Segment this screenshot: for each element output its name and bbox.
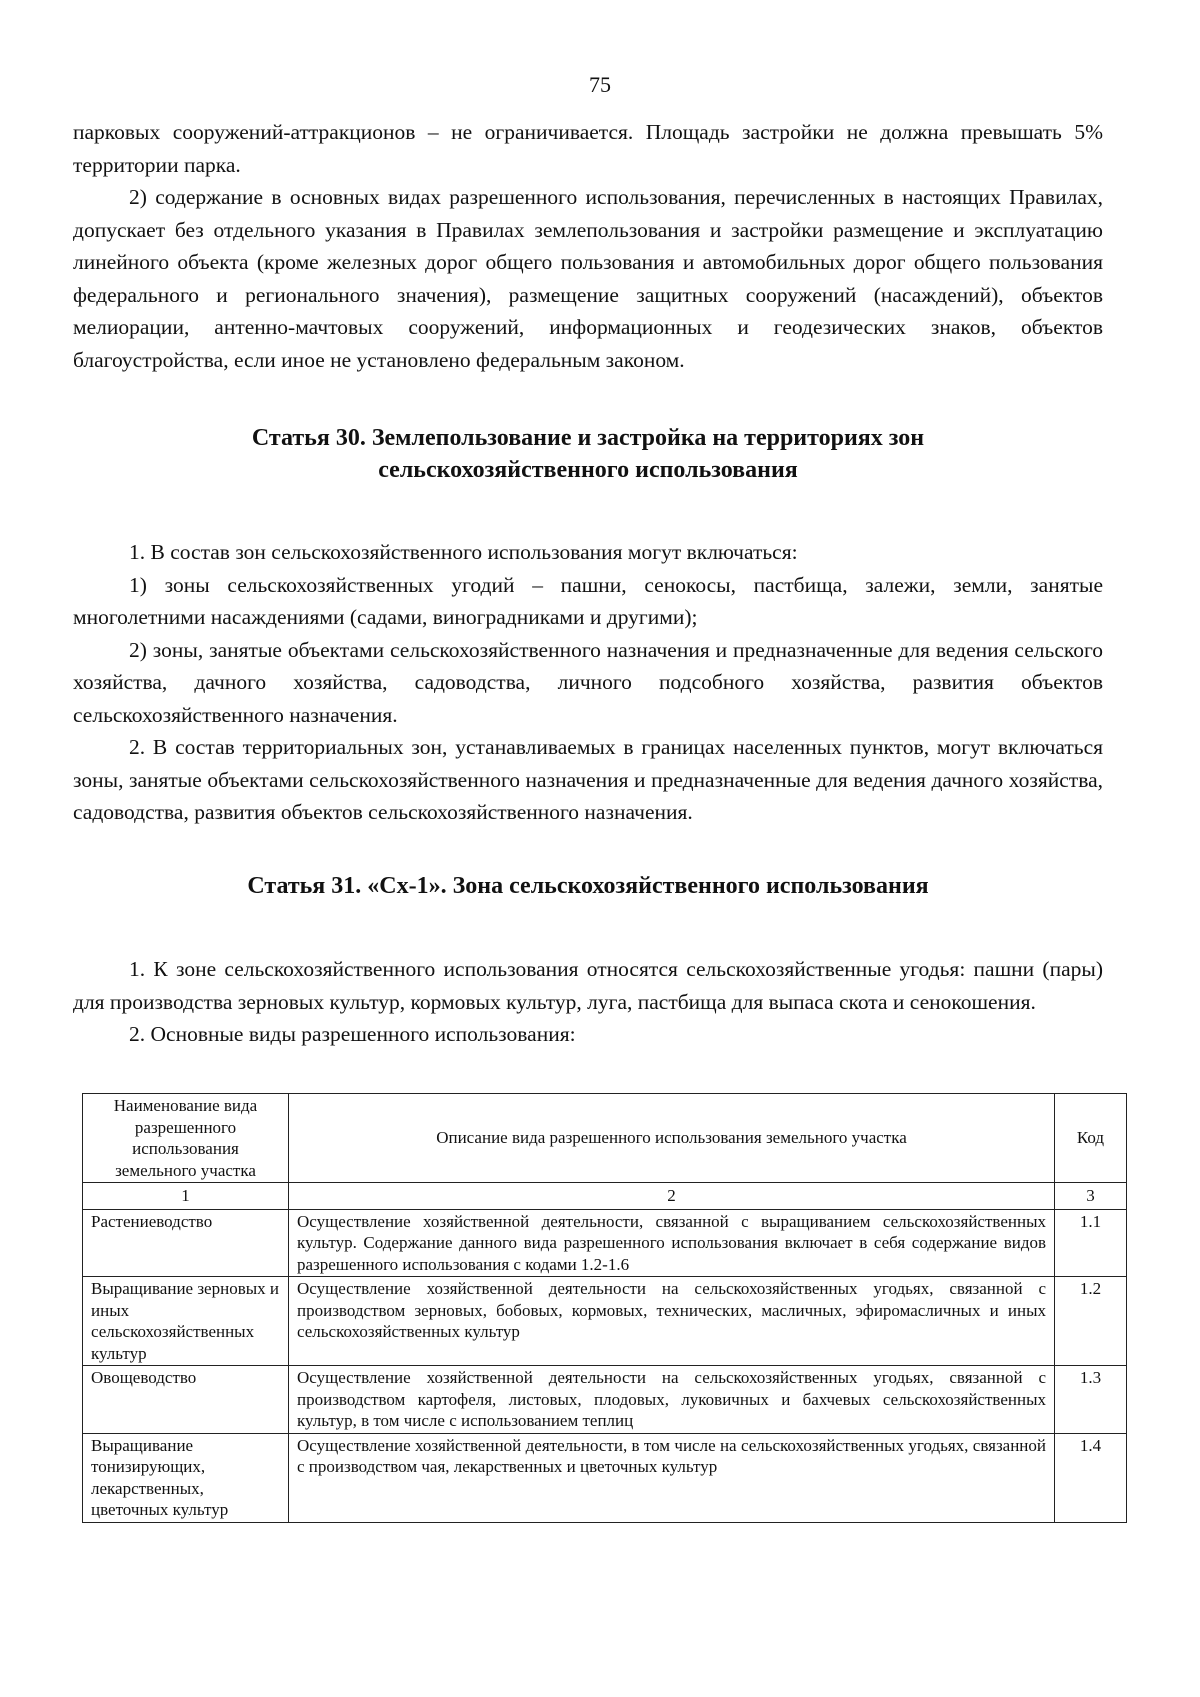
header-name: Наименование вида разрешенного использования земельного участка bbox=[83, 1094, 289, 1183]
row-code: 1.1 bbox=[1055, 1209, 1127, 1277]
row-description: Осуществление хозяйственной деятельности, в том числе на сельскохозяйственных угодьях, связанной с производством чая, лекарственных и цветочных культур bbox=[289, 1433, 1055, 1522]
article-31-body bbox=[73, 953, 1103, 1051]
row-name: Выращивание тонизирующих, лекарственных, цветочных культур bbox=[83, 1433, 289, 1522]
article-30-paragraph-1: 1. В состав зон сельскохозяйственного использования могут включаться: bbox=[129, 540, 798, 564]
intro-section bbox=[73, 116, 1103, 376]
row-name: Растениеводство bbox=[83, 1209, 289, 1277]
article-30-paragraph-4: 2. В состав территориальных зон, устанавливаемых в границах населенных пунктов, могут включаться зоны, занятые объектами сельскохозяйственного назначения и предназначенные для ведения дачного хозяйства, садоводства, развития объектов сельскохозяйственного назначения. bbox=[73, 735, 1103, 824]
row-name: Выращивание зерновых и иных сельскохозяйственных культур bbox=[83, 1277, 289, 1366]
row-description: Осуществление хозяйственной деятельности, связанной с выращиванием сельскохозяйственных культур. Содержание данного вида разрешенного использования включает в себя содержание видов разрешенного использования с кодами 1.2-1.6 bbox=[289, 1209, 1055, 1277]
table-row bbox=[83, 1433, 1127, 1522]
column-number-2: 2 bbox=[289, 1183, 1055, 1210]
row-code: 1.2 bbox=[1055, 1277, 1127, 1366]
permitted-use-table bbox=[82, 1093, 1127, 1523]
article-30-paragraph-3: 2) зоны, занятые объектами сельскохозяйственного назначения и предназначенные для ведения сельского хозяйства, дачного хозяйства, садоводства, личного подсобного хозяйства, развития объектов сельскохозяйственного назначения. bbox=[73, 637, 1103, 727]
article-30-body bbox=[73, 536, 1103, 829]
header-code: Код bbox=[1055, 1094, 1127, 1183]
article-30-title-line-1: Статья 30. Землепользование и застройка на территориях зон bbox=[251, 425, 925, 451]
intro-paragraph-2: 2) содержание в основных видах разрешенного использования, перечисленных в настоящих Правилах, допускает без отдельного указания в Правилах землепользования и застройки размещение и эксплуатацию линейного объекта (кроме железных дорог общего пользования и автомобильных дорог общего пользования федерального и регионального значения), размещение защитных сооружений (насаждений), объектов мелиорации, антенно-мачтовых сооружений, информационных и геодезических знаков, объектов благоустройства, если иное не установлено федеральным законом. bbox=[73, 185, 1103, 372]
table-column-numbers-row bbox=[83, 1183, 1127, 1210]
intro-paragraph-1: парковых сооружений-аттракционов – не ограничивается. Площадь застройки не должна превышать 5% территории парка. bbox=[73, 120, 1103, 177]
row-description: Осуществление хозяйственной деятельности на сельскохозяйственных угодьях, связанной с производством зерновых, бобовых, кормовых, технических, масличных, эфиромасличных и иных сельскохозяйственных культур bbox=[289, 1277, 1055, 1366]
row-code: 1.4 bbox=[1055, 1433, 1127, 1522]
page-number: 75 bbox=[589, 72, 611, 97]
table-header-row bbox=[83, 1094, 1127, 1183]
table-row bbox=[83, 1277, 1127, 1366]
article-30-paragraph-2: 1) зоны сельскохозяйственных угодий – пашни, сенокосы, пастбища, залежи, земли, занятые многолетними насаждениями (садами, виноградниками и другими); bbox=[73, 572, 1103, 629]
row-description: Осуществление хозяйственной деятельности на сельскохозяйственных угодьях, связанной с производством картофеля, листовых, плодовых, луковичных и бахчевых сельскохозяйственных культур, в том числе с использованием теплиц bbox=[289, 1366, 1055, 1434]
article-31-paragraph-2: 2. Основные виды разрешенного использования: bbox=[129, 1022, 576, 1046]
header-description: Описание вида разрешенного использования земельного участка bbox=[289, 1094, 1055, 1183]
table-row bbox=[83, 1209, 1127, 1277]
column-number-3: 3 bbox=[1055, 1183, 1127, 1210]
column-number-1: 1 bbox=[83, 1183, 289, 1210]
row-code: 1.3 bbox=[1055, 1366, 1127, 1434]
table-row bbox=[83, 1366, 1127, 1434]
article-30-title-line-2: сельскохозяйственного использования bbox=[378, 457, 798, 483]
article-31-title: Статья 31. «Сх-1». Зона сельскохозяйственного использования bbox=[247, 873, 929, 899]
article-30-title bbox=[73, 422, 1103, 486]
article-31-paragraph-1: 1. К зоне сельскохозяйственного использования относятся сельскохозяйственные угодья: пашни (пары) для производства зерновых культур, кормовых культур, луга, пастбища для выпаса скота и сенокошения. bbox=[73, 957, 1103, 1014]
row-name: Овощеводство bbox=[83, 1366, 289, 1434]
